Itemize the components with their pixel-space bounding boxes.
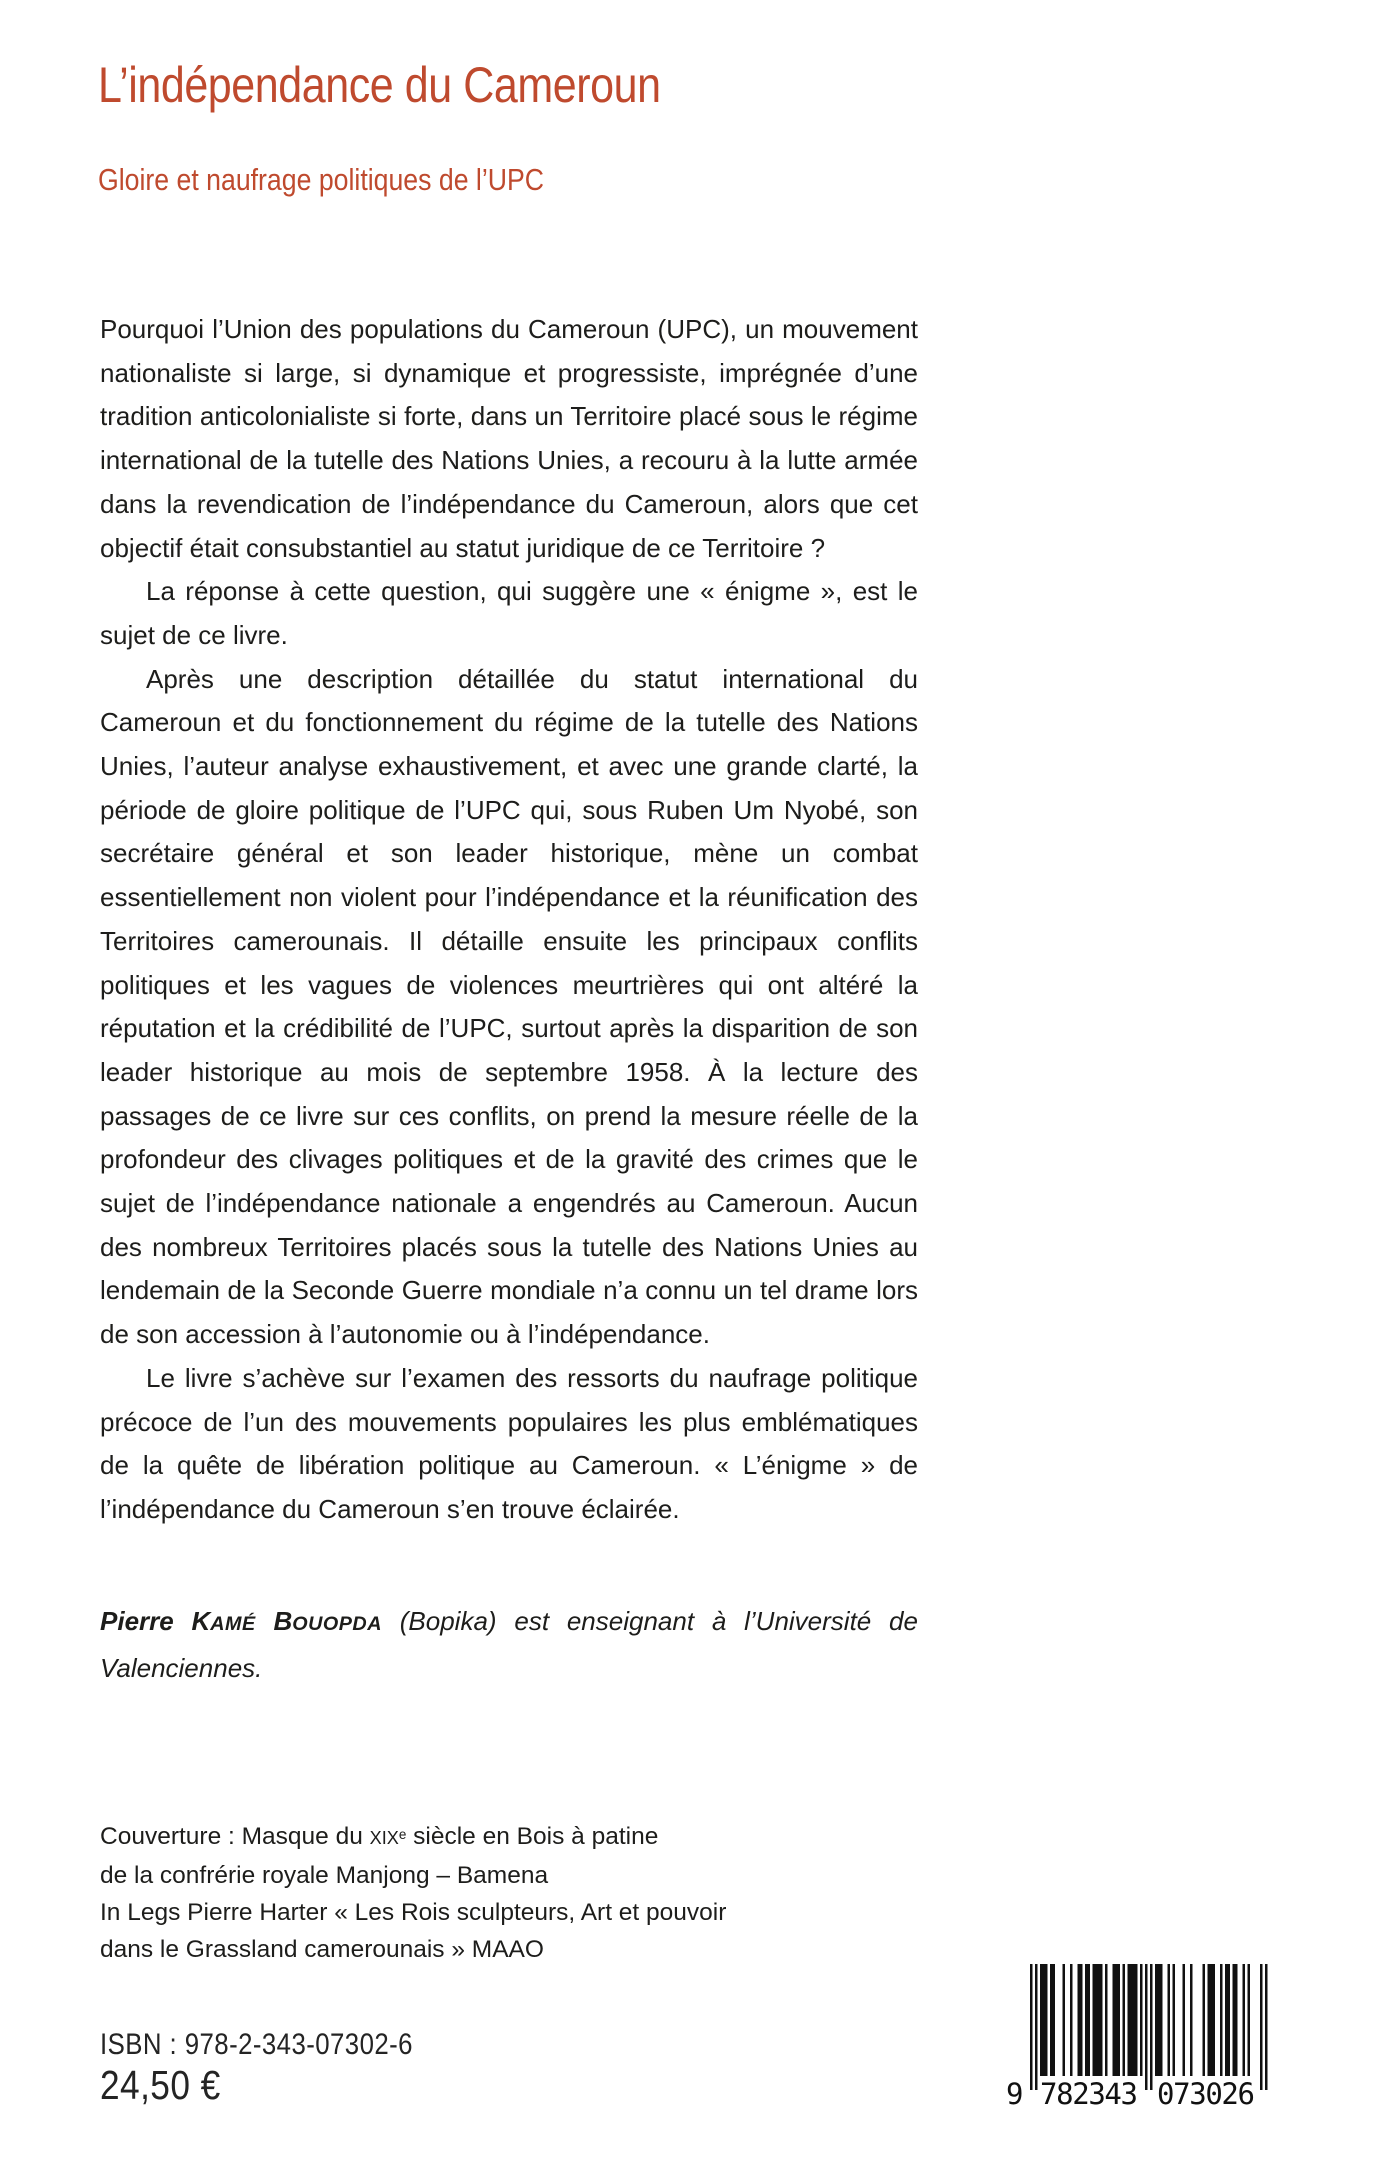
synopsis-paragraph: Le livre s’achève sur l’examen des ressorts du naufrage politique précoce de l’un des mouvements populaires les plus emblématiques de la quête de libération politique au Cameroun. « L’énigme » de l’indépendance du Cameroun s’en trouve éclairée. bbox=[100, 1362, 918, 1524]
author-name: Pierre K bbox=[100, 1606, 211, 1636]
author-name-smallcaps: OUOPDA bbox=[292, 1613, 382, 1635]
price: 24,50 € bbox=[100, 2062, 221, 2108]
book-subtitle: Gloire et naufrage politiques de l’UPC bbox=[98, 162, 545, 197]
synopsis-paragraph: La réponse à cette question, qui suggère une « énigme », est le sujet de ce livre. bbox=[100, 576, 918, 650]
author-name: B bbox=[255, 1606, 293, 1636]
cover-credit-line: dans le Grassland camerounais » MAAO bbox=[100, 1936, 544, 1963]
author-name-smallcaps: AMÉ bbox=[210, 1613, 256, 1635]
barcode-digit-first: 9 bbox=[1006, 2077, 1024, 2106]
cover-credit-line: de la confrérie royale Manjong – Bamena bbox=[100, 1862, 549, 1889]
ordinal-superscript: e bbox=[398, 1827, 407, 1842]
synopsis-paragraph: Pourquoi l’Union des populations du Cameroun (UPC), un mouvement nationaliste si large, si dynamique et progressiste, imprégnée d’une tradition anticolonialiste si forte, dans un Territoire placé sous le régime international de la tutelle des Nations Unies, a recouru à la lutte armée dans la revendication de l’indépendance du Cameroun, alors que cet objectif était consubstantiel au statut juridique de ce Territoire ? bbox=[100, 314, 918, 563]
barcode-bars bbox=[1030, 1964, 1268, 2090]
cover-credit-line: Couverture : Masque du XIXe siècle en Bois à patine bbox=[100, 1823, 659, 1850]
barcode-digits-right: 073026 bbox=[1157, 2077, 1255, 2106]
synopsis-paragraph: Après une description détaillée du statut international du Cameroun et du fonctionnement du régime de la tutelle des Nations Unies, l’auteur analyse exhaustivement, et avec une grande clarté, la période de gloire politique de l’UPC qui, sous Ruben Um Nyobé, son secrétaire général et son leader historique, mène un combat essentiellement non violent pour l’indépendance et la réunification des Territoires camerounais. Il détaille ensuite les principaux conflits politiques et les vagues de violences meurtrières qui ont altéré la réputation et la crédibilité de l’UPC, surtout après la disparition de son leader historique au mois de septembre 1958. À la lecture des passages de ce livre sur ces conflits, on prend la mesure réelle de la profondeur des clivages politiques et de la gravité des crimes que le sujet de l’indépendance nationale a engendrés au Cameroun. Aucun des nombreux Territoires placés sous la tutelle des Nations Unies au lendemain de la Seconde Guerre mondiale n’a connu un tel drame lors de son accession à l’autonomie ou à l’indépendance. bbox=[100, 663, 918, 1350]
ean13-barcode bbox=[1000, 1964, 1270, 2106]
cover-credit-line: In Legs Pierre Harter « Les Rois sculpteurs, Art et pouvoir bbox=[100, 1899, 727, 1926]
author-description: (Bopika) est enseignant à l’Université de Valenciennes. bbox=[100, 1606, 918, 1683]
book-title: L’indépendance du Cameroun bbox=[98, 57, 661, 113]
cover-credit bbox=[100, 1818, 800, 1968]
isbn-line: ISBN : 978-2-343-07302-6 bbox=[100, 2028, 413, 2061]
synopsis-text bbox=[100, 308, 918, 1532]
barcode-digits-left: 782343 bbox=[1040, 2077, 1138, 2106]
author-note bbox=[100, 1600, 918, 1690]
roman-numeral: XIX bbox=[369, 1828, 399, 1848]
